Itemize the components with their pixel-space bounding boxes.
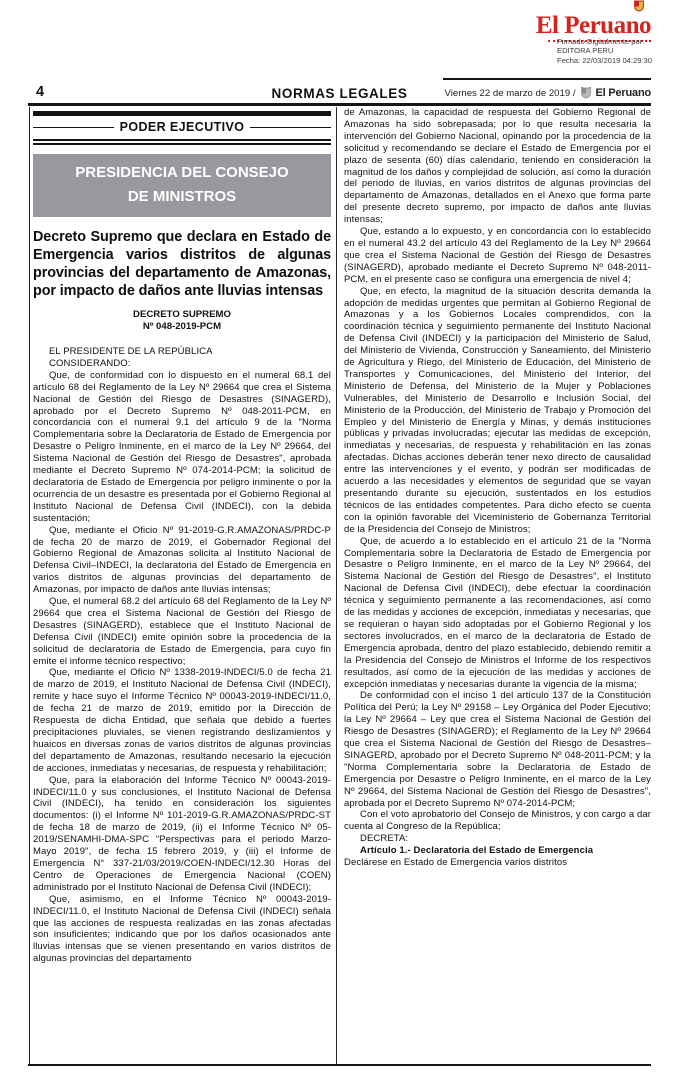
decree-paragraph: Que, en efecto, la magnitud de la situación descrita demanda la adopción de medidas urgentes que permitan al Gobierno Regional de Amazonas y a los Gobiernos Locales comprendidos, con la coordinación técnica y seguimiento permanente del Instituto Nacional de Defensa Civil (INDECI) y la participación del Ministerio de Salud, del Ministerio de Vivienda, Construcción y Saneamiento, del Ministerio de Agricultura y Riego, del Ministerio de Educación, del Ministerio de Transportes y Comunicaciones, del Ministerio del Interior, del Ministerio de Defensa, del Ministerio de la Mujer y Poblaciones Vulnerables, del Ministerio de Desarrollo e Inclusión Social, del Ministerio de la Producción, del Ministerio de Trabajo y Promoción del Empleo y del Ministerio de Energía y Minas, y demás instituciones públicas y privadas involucradas; ejecutar las medidas de excepción, inmediatas y necesarias, de respuesta y rehabilitación en las zonas afectadas. Dichas acciones deberán tener nexo directo de causalidad entre las intervenciones y el evento, y podrán ser modificadas de acuerdo a las necesidades y elementos de seguridad que se vayan presentando durante su ejecución, sustentados en los estudios técnicos de las entidades competentes. Para dicho efecto se cuenta con la opinión favorable del Viceministerio de Gobernanza Territorial de la Presidencia del Consejo de Ministros; <box>344 285 651 535</box>
decree-number: Nº 048-2019-PCM <box>142 320 222 332</box>
signature-line: Firmado Digitalmente por: <box>557 37 645 46</box>
article1-title: Artículo 1.- Declaratoria del Estado de Emergencia <box>360 845 594 857</box>
section-banner <box>33 111 331 145</box>
el-peruano-logo: El Peruano <box>535 12 651 39</box>
left-margin-rule <box>29 107 30 1064</box>
header-rule <box>28 103 651 106</box>
decree-paragraph: de Amazonas, la capacidad de respuesta del Gobierno Regional de Amazonas ha sido sobrepasada; por lo que resulta necesaria la intervención del Gobierno Nacional, opinando por la procedencia de la solicitud y recomendando se declare el Estado de Emergencia por el plazo de sesenta (60) días calendario, teniendo en consideración la magnitud de los daños y complejidad de solución, así como la duración del periodo de lluvias, en varios distritos de algunas provincias del departamento de Amazonas, detallados en el Anexo que forma parte del presente decreto supremo, por impacto de daños ante lluvias intensas; <box>344 107 651 226</box>
decree-paragraph: Que, para la elaboración del Informe Técnico Nº 00043-2019-INDECI/11.0 y sus conclusiones, el Instituto Nacional de Defensa Civil (INDECI), ha tenido en consideración los siguientes documentos: (i) el Informe Nº 101-2019-G.R.AMAZONAS/PRDC-ST de fecha 18 de marzo de 2019, (ii) el Informe Técnico Nº 05-2019/SENAMHI-DMA-SPC "Perspectivas para el periodo Marzo-Mayo 2019", de fecha 15 febrero 2019, y (iii) el Informe de Emergencia N° 337-21/03/2019/COEN-INDECI/12.30 Horas del Centro de Operaciones de Emergencia Nacional (COEN) administrado por el Instituto Nacional de Defensa Civil (INDECI); <box>33 774 331 893</box>
decree-paragraph: Que, el numeral 68.2 del artículo 68 del Reglamento de la Ley Nº 29664 que crea el Sistema Nacional de Gestión del Riesgo de Desastres (SINAGERD), establece que el Instituto Nacional de Defensa Civil (INDECI) emite opinión sobre la procedencia de la solicitud de declaratoria de Estado de Emergencia, para cuyo fin emite el informe técnico respectivo; <box>33 596 331 667</box>
page-number: 4 <box>36 84 45 100</box>
header-brand: El Peruano <box>595 87 651 99</box>
considering-label: CONSIDERANDO: <box>49 357 131 369</box>
decree-type: DECRETO SUPREMO <box>133 309 231 320</box>
decree-paragraph: Que, de conformidad con lo dispuesto en el numeral 68.1 del artículo 68 del Reglamento de la Ley Nº 29664 que crea el Sistema Nacional de Gestión del Riesgo de Desastres (SINAGERD), aprobado por el Decreto Supremo Nº 048-2011-PCM, en concordancia con el numeral 9.1 del artículo 9 de la "Norma Complementaria sobre la Declaratoria de Estado de Emergencia por Desastre o Peligro Inminente, en el marco de la Ley Nº 29664, del Sistema Nacional de Gestión del Riesgo de Desastres", aprobada mediante el Decreto Supremo Nº 074-2014-PCM; la solicitud de declaratoria de Estado de Emergencia por peligro inminente o por la ocurrencia de un desastre es presentada por el Gobierno Regional al Instituto Nacional de Defensa Civil (INDECI), con la debida sustentación; <box>33 369 331 524</box>
section-banner-double-rule <box>33 139 331 145</box>
header-date: Viernes 22 de marzo de 2019 / <box>444 87 576 99</box>
article1-body: Declárese en Estado de Emergencia varios distritos <box>344 857 568 869</box>
entity-name-line: PRESIDENCIA DEL CONSEJO <box>75 164 289 181</box>
decree-heading <box>33 309 331 332</box>
column-divider-rule <box>336 107 337 1064</box>
decree-paragraph: Que, estando a lo expuesto, y en concordancia con lo establecido en el numeral 43.2 del artículo 43 del Reglamento de la Ley Nº 29664 que crea el Sistema Nacional de Gestión del Riesgo de Desastres (SINAGERD), aprobado mediante el Decreto Supremo Nº 048-2011-PCM, en el presente caso se configura una emergencia de nivel 4; <box>344 226 651 285</box>
header-crest-icon <box>580 87 592 99</box>
decree-paragraph: Que, mediante el Oficio Nº 1338-2019-INDECI/5.0 de fecha 21 de marzo de 2019, el Instituto Nacional de Defensa Civil (INDECI), remite y hace suyo el Informe Técnico Nº 00043-2019-INDECI/11.0, de fecha 21 de marzo de 2019, emitido por la Dirección de Respuesta de dicha Entidad, que señala que debido a fuertes precipitaciones pluviales, se vienen registrando deslizamientos y huaicos en diversas zonas de varios distritos de algunas provincias del departamento de Amazonas, resultando necesario la ejecución de acciones, inmediatas y necesarias, de respuesta y rehabilitación; <box>33 667 331 774</box>
entity-name-line: DE MINISTROS <box>127 188 237 205</box>
left-column-body <box>33 346 331 965</box>
decree-paragraph: Que, de acuerdo a lo establecido en el artículo 21 de la "Norma Complementaria sobre la Declaratoria de Estado de Emergencia por Desastre o Peligro Inminente, en el marco de la Ley Nº 29664, del Sistema Nacional de Gestión del Riesgo de Desastres", el Instituto Nacional de Defensa Civil (INDECI), debe efectuar la coordinación técnica y seguimiento permanente a las recomendaciones, así como de las medidas y acciones de excepción, inmediatas y necesarias, que se requieran o hayan sido adoptadas por el Gobierno Regional y los sectores involucrados, en el marco de la declaratoria de Estado de Emergencia aprobada, dentro del plazo establecido, debiendo remitir a la Presidencia del Consejo de Ministros el Informe de los respectivos resultados, así como de la ejecución de las medidas y acciones de excepción inmediatas y necesarias durante la vigencia de la misma; <box>344 535 651 690</box>
right-column <box>344 107 651 869</box>
decree-paragraph: De conformidad con el inciso 1 del artículo 137 de la Constitución Política del Perú; la Ley Nº 29158 – Ley Orgánica del Poder Ejecutivo; la Ley Nº 29664 – Ley que crea el Sistema Nacional de Gestión del Riesgo de Desastres (SINAGERD); el Reglamento de la Ley Nº 29664 que crea el Sistema Nacional de Gestión del Riesgo de Desastres–SINAGERD, aprobado por el Decreto Supremo Nº 048-2011-PCM; y la "Norma Complementaria sobre la Declaratoria de Estado de Emergencia por Desastre o Peligro Inminente, en el marco de la Ley Nº 29664, del Sistema Nacional de Gestión del Riesgo de Desastres", aprobada por el Decreto Supremo Nº 074-2014-PCM; <box>344 690 651 809</box>
entity-header-box <box>33 154 331 217</box>
signature-line: EDITORA PERU <box>557 46 614 56</box>
left-column <box>33 111 331 965</box>
decree-paragraph: Que, mediante el Oficio Nº 91-2019-G.R.AMAZONAS/PRDC-P de fecha 20 de marzo de 2019, el Gobernador Regional del Gobierno Regional de Amazonas solicita al Instituto Nacional de Defensa Civil–INDECI, la declaratoria del Estado de Emergencia en varios distritos de algunas provincias del departamento de Amazonas, por impacto de daños ante lluvias intensas; <box>33 524 331 596</box>
decree-headline: Decreto Supremo que declara en Estado de Emergencia varios distritos de algunas provincias del departamento de Amazonas, por impacto de daños ante lluvias intensas <box>33 229 331 299</box>
masthead <box>536 2 651 42</box>
section-header-title: NORMAS LEGALES <box>271 86 408 101</box>
president-line: EL PRESIDENTE DE LA REPÚBLICA <box>49 346 213 357</box>
footer-rule <box>28 1064 651 1066</box>
decree-paragraph: Que, asimismo, en el Informe Técnico Nº 00043-2019-INDECI/11.0, el Instituto Nacional de Defensa Civil (INDECI) señala que las acciones de respuesta realizadas en las zonas afectadas son insuficientes; indicando que por los daños ocasionados ante lluvias intensas que se vienen presentando en varios distritos de algunas provincias del departamento <box>33 893 331 965</box>
decreta-label: DECRETA: <box>360 833 409 845</box>
digital-signature-block <box>557 37 652 65</box>
section-banner-title: PODER EJECUTIVO <box>119 120 245 134</box>
header-date-line <box>445 87 652 99</box>
signature-underline <box>443 78 651 80</box>
signature-line: Fecha: 22/03/2019 04:29:30 <box>557 55 652 65</box>
decree-paragraph: Con el voto aprobatorio del Consejo de Ministros, y con cargo a dar cuenta al Congreso de la República; <box>344 809 651 833</box>
